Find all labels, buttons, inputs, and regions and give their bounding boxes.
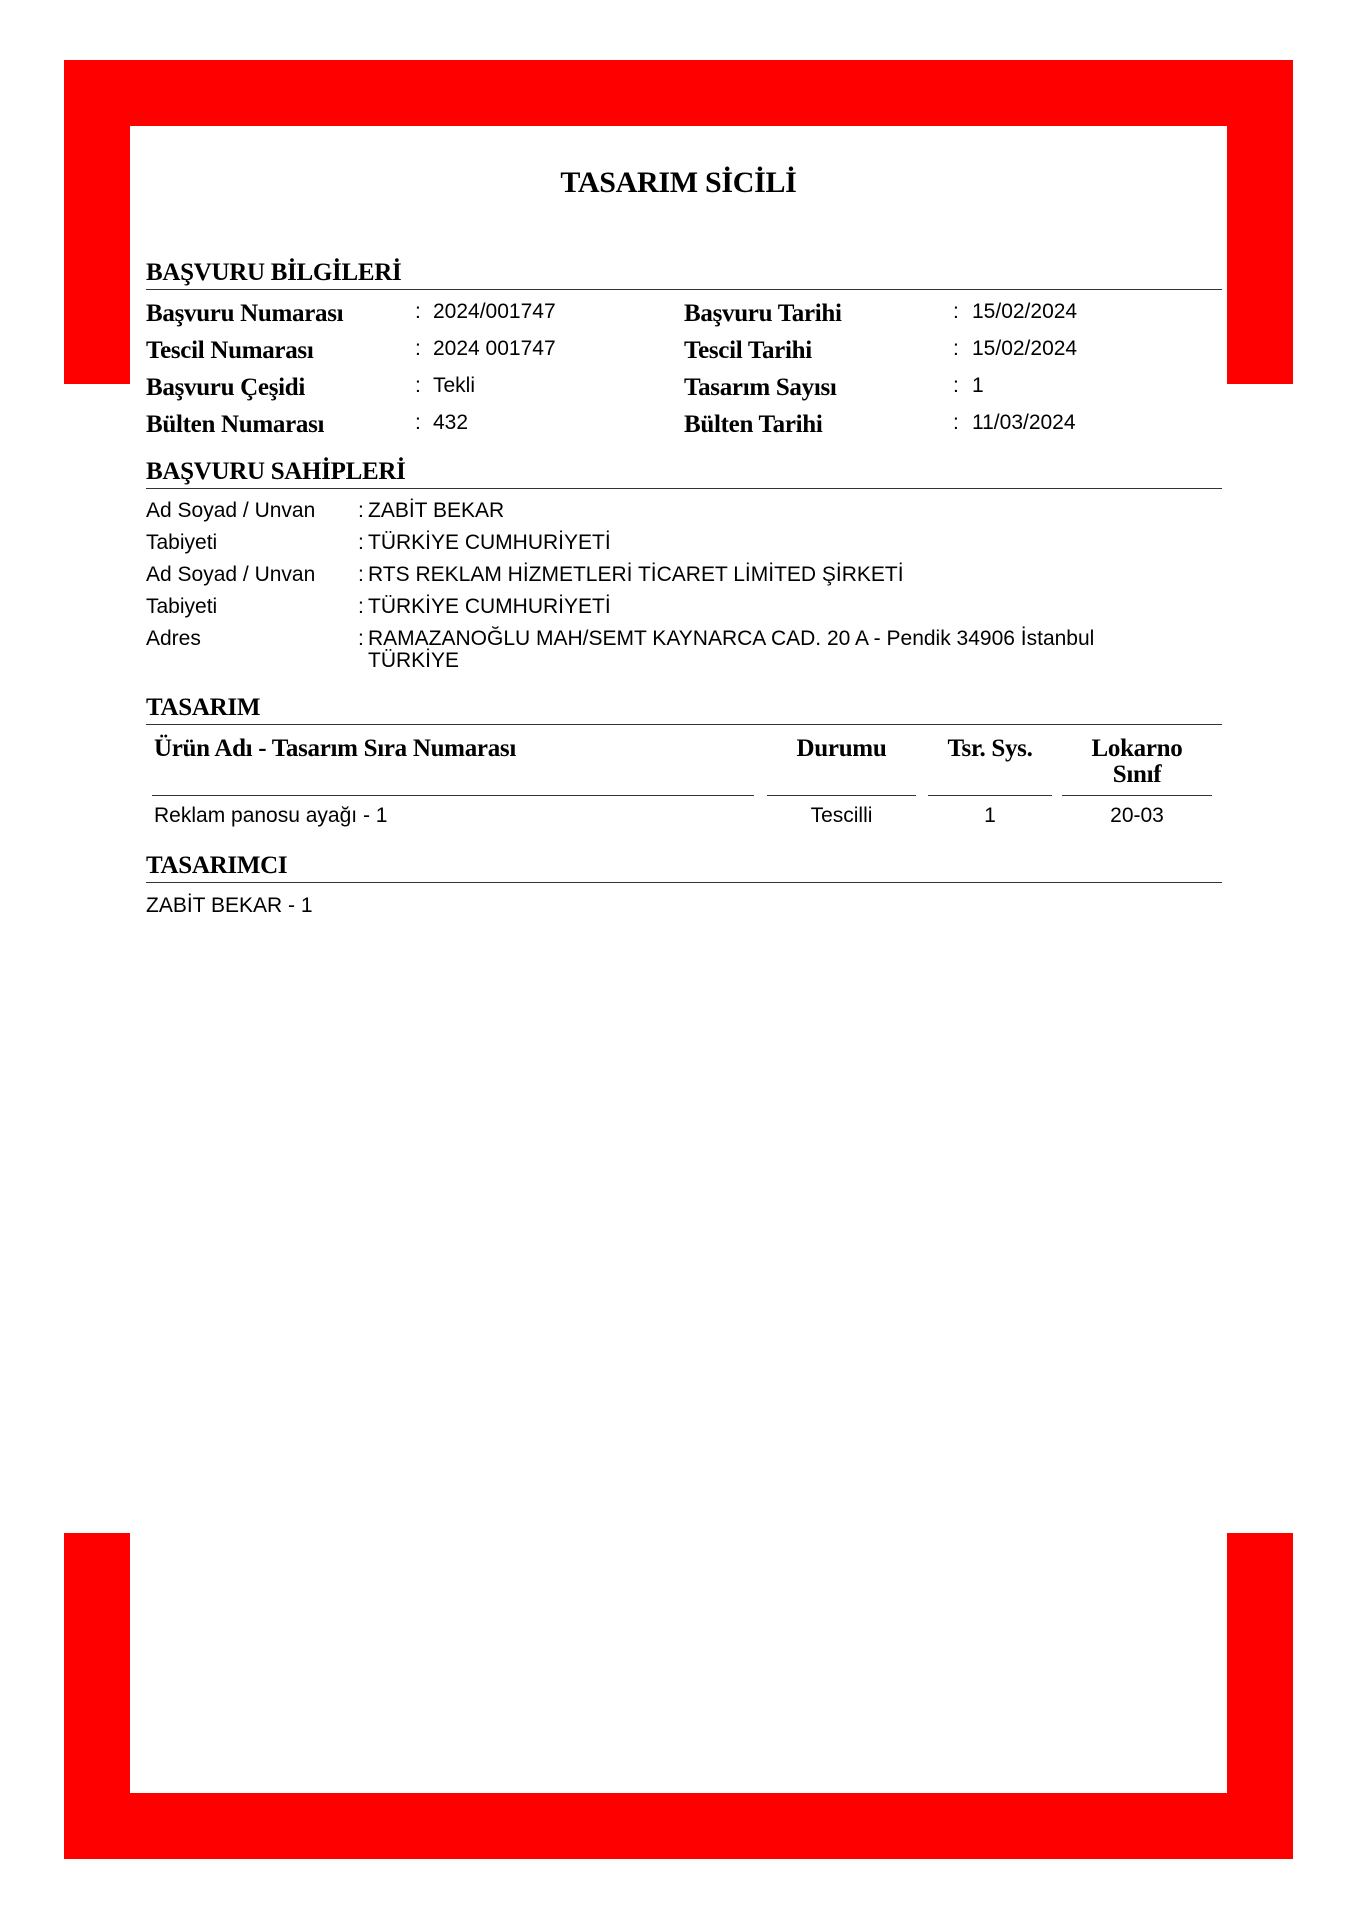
label-application-type: Başvuru Çeşidi — [146, 374, 306, 401]
label-application-date: Başvuru Tarihi — [684, 300, 842, 327]
frame-top-bar — [64, 60, 1293, 126]
value-bulletin-number: 432 — [433, 411, 469, 434]
label-registration-date: Tescil Tarihi — [684, 337, 812, 364]
column-underline-product — [152, 795, 754, 796]
value-registration-number: 2024 001747 — [433, 337, 556, 360]
label-bulletin-date: Bülten Tarihi — [684, 411, 823, 438]
column-header-status: Durumu — [796, 735, 887, 762]
applicant-label: Ad Soyad / Unvan — [146, 563, 316, 586]
column-header-product: Ürün Adı - Tasarım Sıra Numarası — [154, 735, 516, 762]
colon: : — [358, 627, 364, 650]
colon: : — [415, 337, 421, 360]
designer-name: ZABİT BEKAR - 1 — [146, 894, 313, 917]
label-application-number: Başvuru Numarası — [146, 300, 344, 327]
colon: : — [415, 374, 421, 397]
applicant-label: Tabiyeti — [146, 531, 218, 554]
frame-bottom-right — [1227, 1533, 1293, 1859]
section-heading-design: TASARIM — [146, 694, 1222, 725]
applicant-value: TÜRKİYE CUMHURİYETİ — [368, 531, 611, 554]
value-application-type: Tekli — [433, 374, 476, 397]
column-header-locarno: Lokarno — [1091, 735, 1183, 762]
colon: : — [953, 374, 959, 397]
frame-top-left — [64, 60, 130, 384]
colon: : — [358, 563, 364, 586]
column-underline-count — [928, 795, 1052, 796]
label-design-count: Tasarım Sayısı — [684, 374, 837, 401]
applicant-value: TÜRKİYE CUMHURİYETİ — [368, 595, 611, 618]
applicant-value: RTS REKLAM HİZMETLERİ TİCARET LİMİTED ŞİRKETİ — [368, 563, 904, 586]
colon: : — [358, 531, 364, 554]
label-registration-number: Tescil Numarası — [146, 337, 314, 364]
cell-status: Tescilli — [810, 804, 873, 827]
value-bulletin-date: 11/03/2024 — [972, 411, 1076, 434]
cell-locarno: 20-03 — [1110, 804, 1164, 827]
colon: : — [358, 499, 364, 522]
label-bulletin-number: Bülten Numarası — [146, 411, 325, 438]
page-title: TASARIM SİCİLİ — [560, 166, 797, 199]
applicant-value: ZABİT BEKAR — [368, 499, 505, 522]
cell-product: Reklam panosu ayağı - 1 — [154, 804, 388, 827]
value-application-number: 2024/001747 — [433, 300, 556, 323]
value-application-date: 15/02/2024 — [972, 300, 1078, 323]
colon: : — [415, 411, 421, 434]
section-heading-applicants: BAŞVURU SAHİPLERİ — [146, 458, 1222, 489]
applicant-label: Ad Soyad / Unvan — [146, 499, 316, 522]
section-heading-designer: TASARIMCI — [146, 852, 1222, 883]
cell-count: 1 — [984, 804, 996, 827]
frame-bottom-bar — [64, 1793, 1293, 1859]
applicant-label: Adres — [146, 627, 201, 650]
colon: : — [953, 300, 959, 323]
applicant-label: Tabiyeti — [146, 595, 218, 618]
column-header-locarno-class: Sınıf — [1112, 761, 1162, 788]
value-design-count: 1 — [972, 374, 984, 397]
colon: : — [358, 595, 364, 618]
column-header-count: Tsr. Sys. — [947, 735, 1033, 762]
colon: : — [953, 337, 959, 360]
applicant-address-country: TÜRKİYE — [368, 649, 460, 672]
section-heading-application-info: BAŞVURU BİLGİLERİ — [146, 259, 1222, 290]
value-registration-date: 15/02/2024 — [972, 337, 1078, 360]
column-underline-locarno — [1062, 795, 1212, 796]
colon: : — [415, 300, 421, 323]
applicant-address: RAMAZANOĞLU MAH/SEMT KAYNARCA CAD. 20 A - Pendik 34906 İstanbul — [368, 627, 1095, 650]
frame-bottom-left — [64, 1533, 130, 1859]
column-underline-status — [767, 795, 916, 796]
colon: : — [953, 411, 959, 434]
frame-top-right — [1227, 60, 1293, 384]
